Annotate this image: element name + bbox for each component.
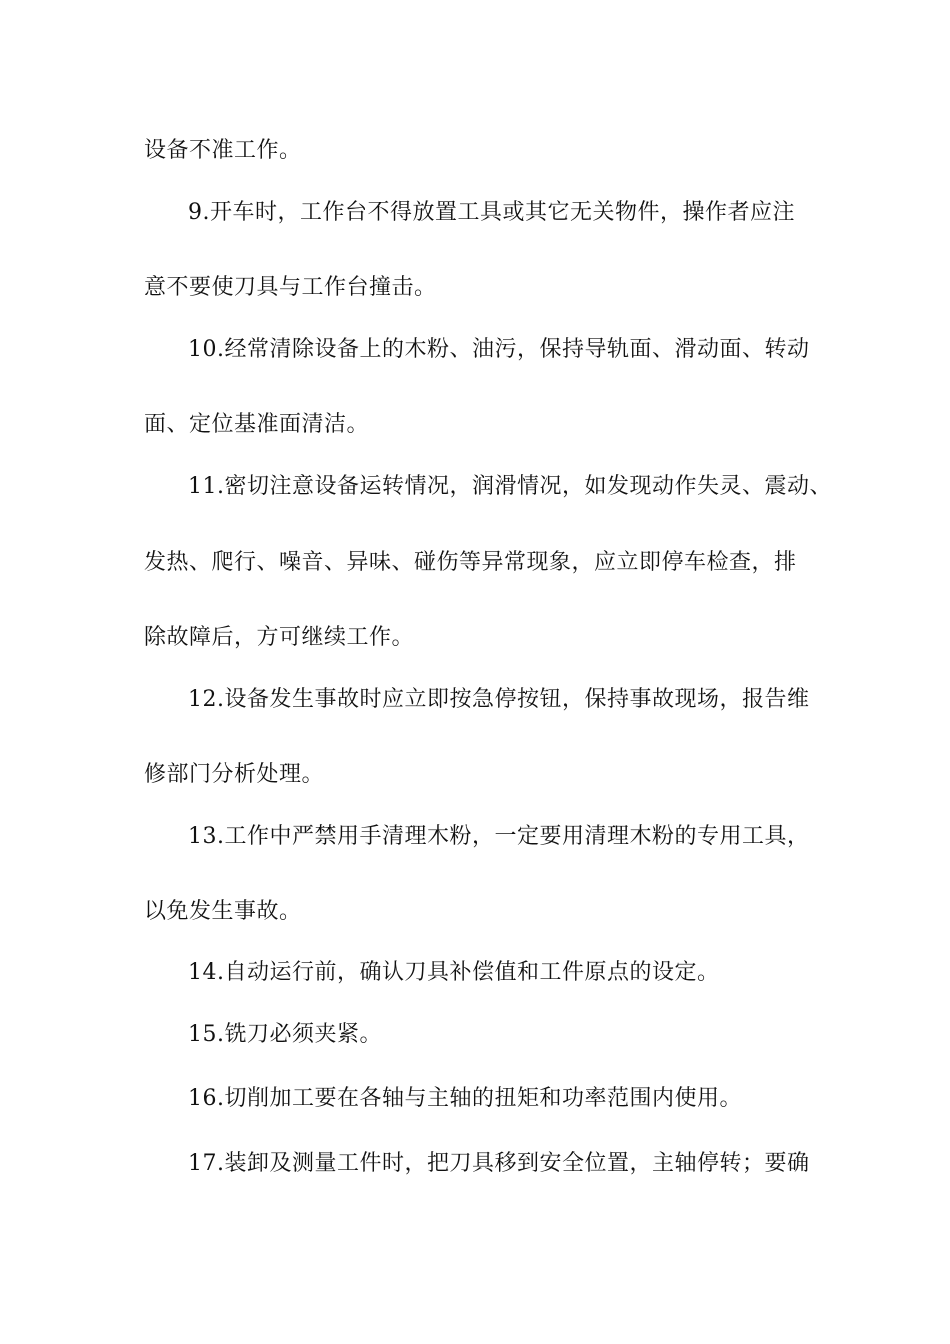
text-line: 意不要使刀具与工作台撞击。: [144, 275, 437, 300]
text-line: 设备不准工作。: [144, 138, 302, 163]
text-line: 面、定位基准面清洁。: [144, 412, 370, 437]
text-line: 以免发生事故。: [144, 899, 302, 924]
text-line: 11.密切注意设备运转情况，润滑情况，如发现动作失灵、震动、: [188, 474, 832, 499]
text-line: 发热、爬行、噪音、异味、碰伤等异常现象，应立即停车检查，排: [144, 550, 797, 575]
text-line: 除故障后，方可继续工作。: [144, 625, 415, 650]
text-line: 17.装卸及测量工件时，把刀具移到安全位置，主轴停转；要确: [188, 1151, 810, 1176]
text-line: 9.开车时，工作台不得放置工具或其它无关物件，操作者应注: [188, 200, 795, 225]
text-line: 修部门分析处理。: [144, 762, 325, 787]
text-line: 15.铣刀必须夹紧。: [188, 1022, 382, 1047]
text-line: 12.设备发生事故时应立即按急停按钮，保持事故现场，报告维: [188, 687, 810, 712]
text-line: 16.切削加工要在各轴与主轴的扭矩和功率范围内使用。: [188, 1086, 742, 1111]
text-line: 14.自动运行前，确认刀具补偿值和工件原点的设定。: [188, 960, 720, 985]
text-line: 13.工作中严禁用手清理木粉，一定要用清理木粉的专用工具，: [188, 824, 810, 849]
text-line: 10.经常清除设备上的木粉、油污，保持导轨面、滑动面、转动: [188, 337, 810, 362]
